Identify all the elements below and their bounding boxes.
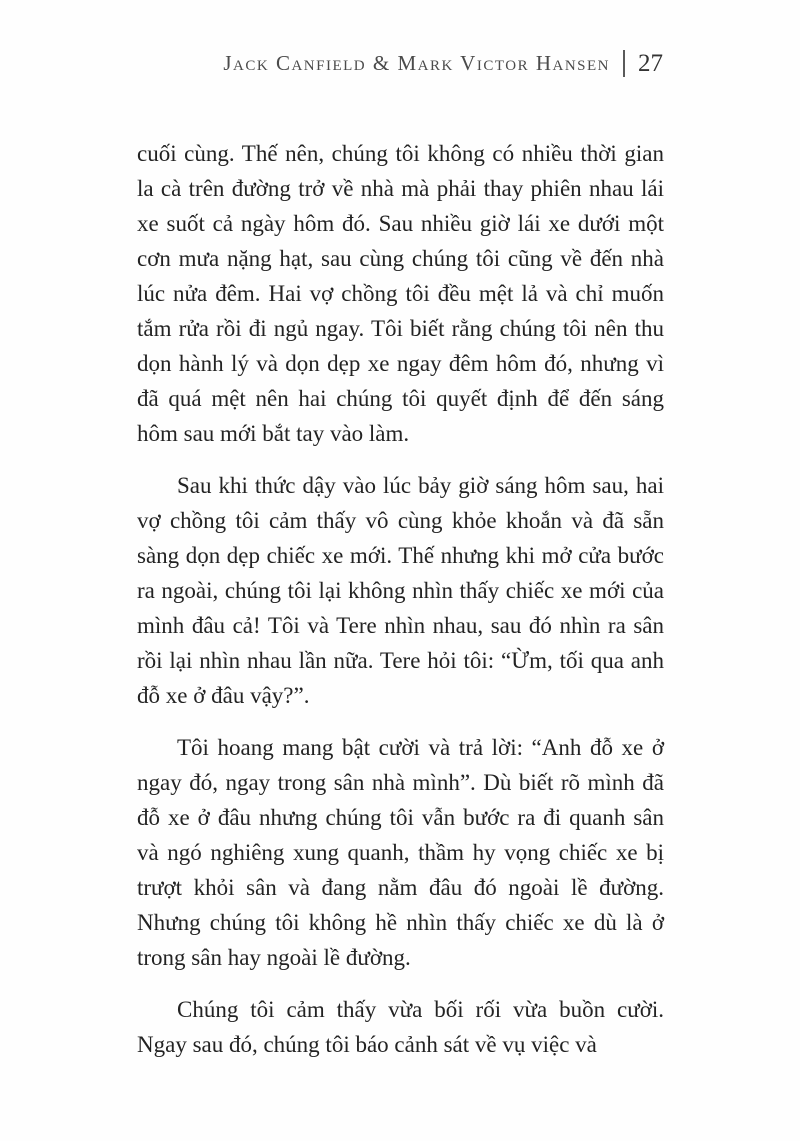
header-divider bbox=[623, 50, 625, 77]
paragraph: Tôi hoang mang bật cười và trả lời: “Anh đỗ xe ở ngay đó, ngay trong sân nhà mình”. Dù biết rõ mình đã đỗ xe ở đâu nhưng chúng tôi vẫn bước ra đi quanh sân và ngó nghiêng xung quanh, thầm hy vọng chiếc xe bị trượt khỏi sân và đang nằm đâu đó ngoài lề đường. Nhưng chúng tôi không hề nhìn thấy chiếc xe dù là ở trong sân hay ngoài lề đường. bbox=[137, 735, 664, 970]
page-number: 27 bbox=[638, 50, 663, 77]
paragraph: Sau khi thức dậy vào lúc bảy giờ sáng hôm sau, hai vợ chồng tôi cảm thấy vô cùng khỏe khoắn và đã sẵn sàng dọn dẹp chiếc xe mới. Thế nhưng khi mở cửa bước ra ngoài, chúng tôi lại không nhìn thấy chiếc xe mới của mình đâu cả! Tôi và Tere nhìn nhau, sau đó nhìn ra sân rồi lại nhìn nhau lần nữa. Tere hỏi tôi: “Ừm, tối qua anh đỗ xe ở đâu vậy?”. bbox=[137, 473, 664, 708]
paragraph: Chúng tôi cảm thấy vừa bối rối vừa buồn cười. Ngay sau đó, chúng tôi báo cảnh sát về vụ việc và bbox=[137, 997, 664, 1057]
author-names: Jack Canfield & Mark Victor Hansen bbox=[223, 51, 610, 75]
running-header bbox=[223, 50, 663, 77]
paragraph-continuation: cuối cùng. Thế nên, chúng tôi không có nhiều thời gian la cà trên đường trở về nhà mà phải thay phiên nhau lái xe suốt cả ngày hôm đó. Sau nhiều giờ lái xe dưới một cơn mưa nặng hạt, sau cùng chúng tôi cũng về đến nhà lúc nửa đêm. Hai vợ chồng tôi đều mệt lả và chỉ muốn tắm rửa rồi đi ngủ ngay. Tôi biết rằng chúng tôi nên thu dọn hành lý và dọn dẹp xe ngay đêm hôm đó, nhưng vì đã quá mệt nên hai chúng tôi quyết định để đến sáng hôm sau mới bắt tay vào làm. bbox=[137, 141, 664, 446]
page-body bbox=[137, 136, 664, 1079]
